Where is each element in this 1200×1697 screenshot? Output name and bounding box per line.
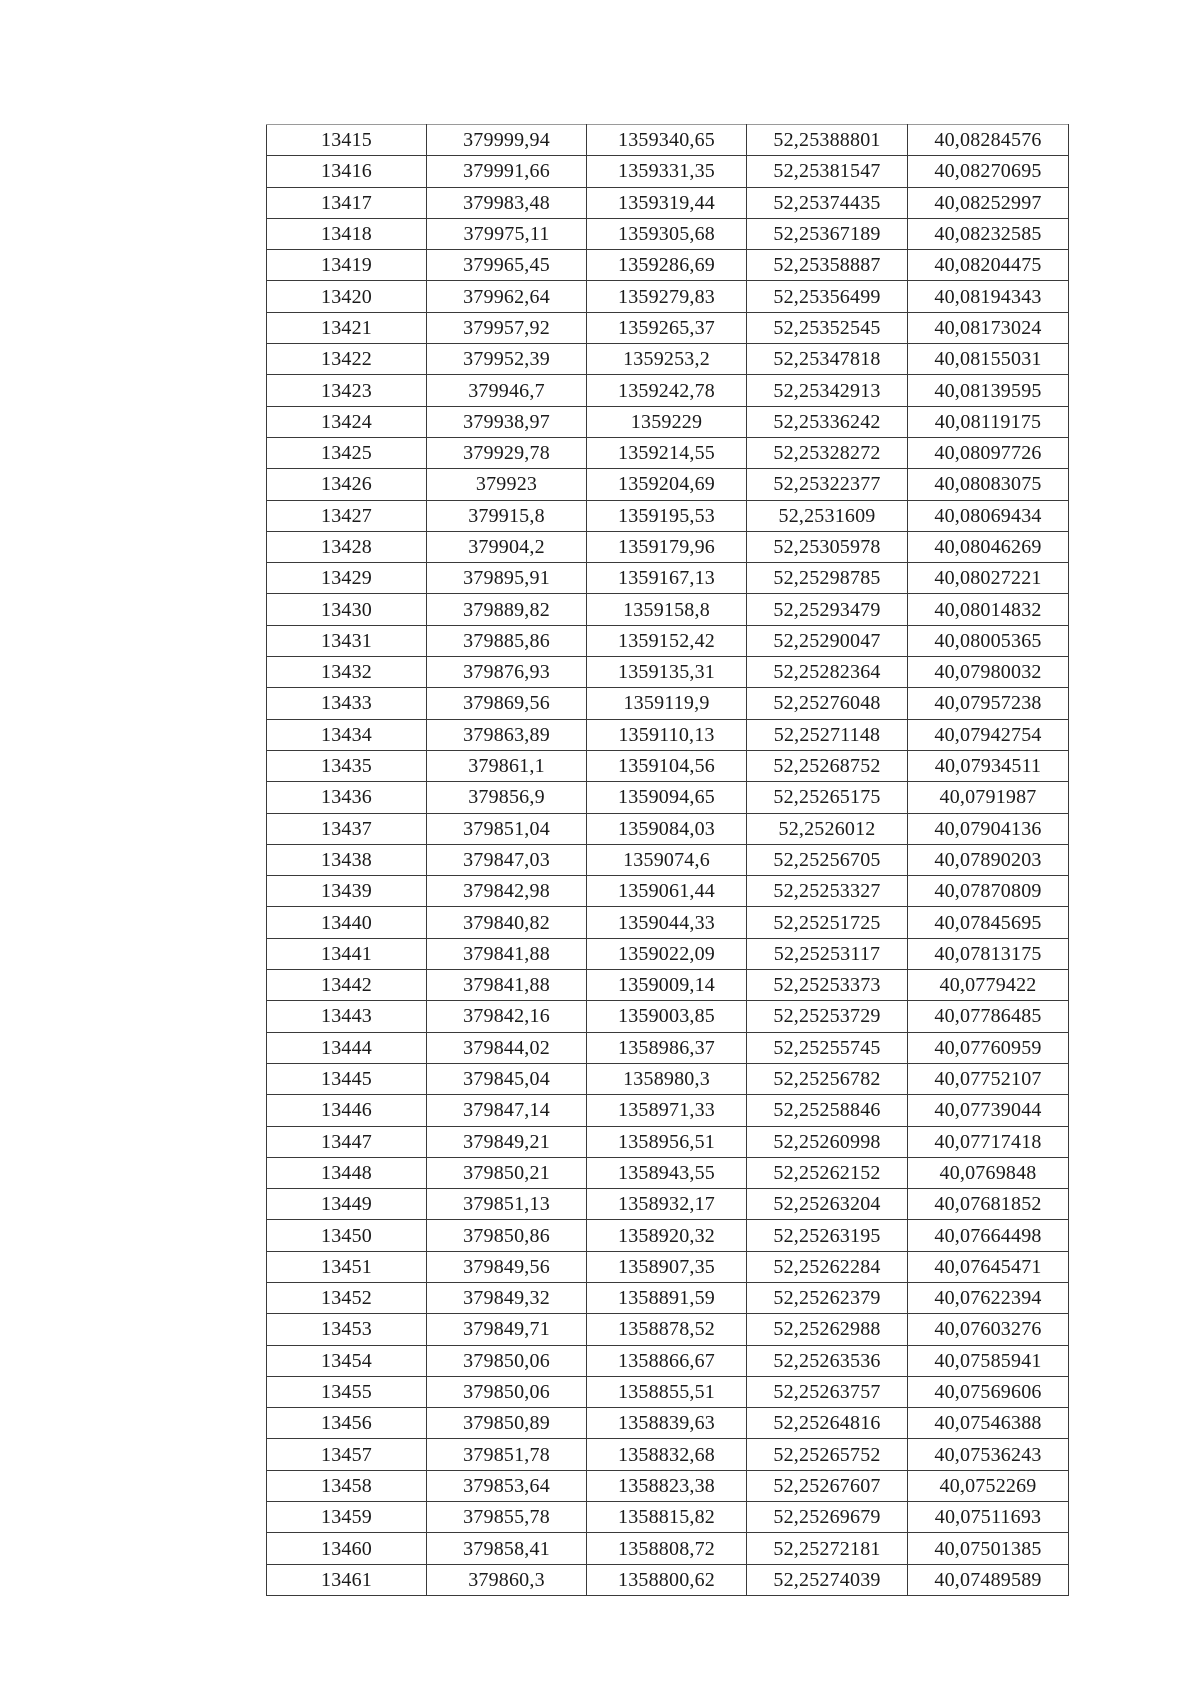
point-number-cell: 13433 (267, 688, 427, 719)
latitude-cell: 52,2531609 (747, 500, 908, 531)
latitude-cell: 52,25260998 (747, 1126, 908, 1157)
y-coordinate-cell: 1359265,37 (587, 312, 747, 343)
table-row (267, 1533, 1069, 1564)
table-row (267, 1126, 1069, 1157)
longitude-cell: 40,08083075 (908, 469, 1069, 500)
latitude-cell: 52,25263204 (747, 1189, 908, 1220)
longitude-cell: 40,07760959 (908, 1032, 1069, 1063)
point-number-cell: 13460 (267, 1533, 427, 1564)
x-coordinate-cell: 379850,86 (427, 1220, 587, 1251)
point-number-cell: 13425 (267, 437, 427, 468)
table-row (267, 907, 1069, 938)
y-coordinate-cell: 1359084,03 (587, 813, 747, 844)
y-coordinate-cell: 1359305,68 (587, 218, 747, 249)
latitude-cell: 52,25256705 (747, 844, 908, 875)
longitude-cell: 40,07511693 (908, 1502, 1069, 1533)
y-coordinate-cell: 1359286,69 (587, 250, 747, 281)
y-coordinate-cell: 1358808,72 (587, 1533, 747, 1564)
longitude-cell: 40,08232585 (908, 218, 1069, 249)
y-coordinate-cell: 1359179,96 (587, 531, 747, 562)
x-coordinate-cell: 379850,06 (427, 1345, 587, 1376)
x-coordinate-cell: 379863,89 (427, 719, 587, 750)
point-number-cell: 13426 (267, 469, 427, 500)
point-number-cell: 13449 (267, 1189, 427, 1220)
latitude-cell: 52,25263536 (747, 1345, 908, 1376)
point-number-cell: 13422 (267, 344, 427, 375)
longitude-cell: 40,0791987 (908, 782, 1069, 813)
latitude-cell: 52,25262284 (747, 1251, 908, 1282)
table-row (267, 844, 1069, 875)
y-coordinate-cell: 1358866,67 (587, 1345, 747, 1376)
x-coordinate-cell: 379847,14 (427, 1095, 587, 1126)
latitude-cell: 52,25290047 (747, 625, 908, 656)
x-coordinate-cell: 379962,64 (427, 281, 587, 312)
y-coordinate-cell: 1358891,59 (587, 1282, 747, 1313)
x-coordinate-cell: 379860,3 (427, 1564, 587, 1595)
y-coordinate-cell: 1358823,38 (587, 1470, 747, 1501)
table-row (267, 218, 1069, 249)
x-coordinate-cell: 379904,2 (427, 531, 587, 562)
y-coordinate-cell: 1358943,55 (587, 1157, 747, 1188)
y-coordinate-cell: 1359195,53 (587, 500, 747, 531)
point-number-cell: 13438 (267, 844, 427, 875)
y-coordinate-cell: 1358986,37 (587, 1032, 747, 1063)
x-coordinate-cell: 379842,98 (427, 876, 587, 907)
y-coordinate-cell: 1358832,68 (587, 1439, 747, 1470)
longitude-cell: 40,07645471 (908, 1251, 1069, 1282)
x-coordinate-cell: 379849,56 (427, 1251, 587, 1282)
x-coordinate-cell: 379885,86 (427, 625, 587, 656)
y-coordinate-cell: 1359094,65 (587, 782, 747, 813)
point-number-cell: 13435 (267, 750, 427, 781)
x-coordinate-cell: 379855,78 (427, 1502, 587, 1533)
latitude-cell: 52,25256782 (747, 1063, 908, 1094)
longitude-cell: 40,07536243 (908, 1439, 1069, 1470)
latitude-cell: 52,25267607 (747, 1470, 908, 1501)
table-row (267, 1439, 1069, 1470)
x-coordinate-cell: 379840,82 (427, 907, 587, 938)
longitude-cell: 40,08069434 (908, 500, 1069, 531)
y-coordinate-cell: 1359061,44 (587, 876, 747, 907)
x-coordinate-cell: 379849,21 (427, 1126, 587, 1157)
y-coordinate-cell: 1358956,51 (587, 1126, 747, 1157)
table-row (267, 1189, 1069, 1220)
table-row (267, 1345, 1069, 1376)
point-number-cell: 13453 (267, 1314, 427, 1345)
table-row (267, 312, 1069, 343)
table-row (267, 344, 1069, 375)
point-number-cell: 13455 (267, 1376, 427, 1407)
latitude-cell: 52,25322377 (747, 469, 908, 500)
x-coordinate-cell: 379999,94 (427, 125, 587, 156)
table-row (267, 281, 1069, 312)
point-number-cell: 13437 (267, 813, 427, 844)
longitude-cell: 40,08027221 (908, 563, 1069, 594)
x-coordinate-cell: 379946,7 (427, 375, 587, 406)
latitude-cell: 52,2526012 (747, 813, 908, 844)
longitude-cell: 40,0779422 (908, 970, 1069, 1001)
latitude-cell: 52,25358887 (747, 250, 908, 281)
latitude-cell: 52,25305978 (747, 531, 908, 562)
longitude-cell: 40,07870809 (908, 876, 1069, 907)
y-coordinate-cell: 1359253,2 (587, 344, 747, 375)
y-coordinate-cell: 1359340,65 (587, 125, 747, 156)
table-row (267, 375, 1069, 406)
point-number-cell: 13459 (267, 1502, 427, 1533)
x-coordinate-cell: 379983,48 (427, 187, 587, 218)
x-coordinate-cell: 379952,39 (427, 344, 587, 375)
x-coordinate-cell: 379849,71 (427, 1314, 587, 1345)
latitude-cell: 52,25269679 (747, 1502, 908, 1533)
x-coordinate-cell: 379850,89 (427, 1408, 587, 1439)
y-coordinate-cell: 1359022,09 (587, 938, 747, 969)
longitude-cell: 40,08252997 (908, 187, 1069, 218)
x-coordinate-cell: 379975,11 (427, 218, 587, 249)
longitude-cell: 40,07980032 (908, 657, 1069, 688)
table-row (267, 970, 1069, 1001)
longitude-cell: 40,07489589 (908, 1564, 1069, 1595)
latitude-cell: 52,25268752 (747, 750, 908, 781)
latitude-cell: 52,25251725 (747, 907, 908, 938)
x-coordinate-cell: 379851,13 (427, 1189, 587, 1220)
x-coordinate-cell: 379923 (427, 469, 587, 500)
latitude-cell: 52,25271148 (747, 719, 908, 750)
longitude-cell: 40,07664498 (908, 1220, 1069, 1251)
y-coordinate-cell: 1359152,42 (587, 625, 747, 656)
latitude-cell: 52,25253729 (747, 1001, 908, 1032)
longitude-cell: 40,07717418 (908, 1126, 1069, 1157)
x-coordinate-cell: 379895,91 (427, 563, 587, 594)
y-coordinate-cell: 1359167,13 (587, 563, 747, 594)
y-coordinate-cell: 1358878,52 (587, 1314, 747, 1345)
table-row (267, 1502, 1069, 1533)
longitude-cell: 40,07681852 (908, 1189, 1069, 1220)
longitude-cell: 40,08046269 (908, 531, 1069, 562)
table-row (267, 625, 1069, 656)
x-coordinate-cell: 379876,93 (427, 657, 587, 688)
table-row (267, 1470, 1069, 1501)
y-coordinate-cell: 1359204,69 (587, 469, 747, 500)
y-coordinate-cell: 1358980,3 (587, 1063, 747, 1094)
longitude-cell: 40,07890203 (908, 844, 1069, 875)
table-row (267, 1001, 1069, 1032)
longitude-cell: 40,07904136 (908, 813, 1069, 844)
longitude-cell: 40,07813175 (908, 938, 1069, 969)
table-row (267, 1095, 1069, 1126)
longitude-cell: 40,08119175 (908, 406, 1069, 437)
longitude-cell: 40,07942754 (908, 719, 1069, 750)
point-number-cell: 13442 (267, 970, 427, 1001)
point-number-cell: 13415 (267, 125, 427, 156)
point-number-cell: 13444 (267, 1032, 427, 1063)
latitude-cell: 52,25381547 (747, 156, 908, 187)
x-coordinate-cell: 379869,56 (427, 688, 587, 719)
point-number-cell: 13452 (267, 1282, 427, 1313)
x-coordinate-cell: 379858,41 (427, 1533, 587, 1564)
longitude-cell: 40,08014832 (908, 594, 1069, 625)
longitude-cell: 40,07845695 (908, 907, 1069, 938)
latitude-cell: 52,25265752 (747, 1439, 908, 1470)
y-coordinate-cell: 1359242,78 (587, 375, 747, 406)
point-number-cell: 13434 (267, 719, 427, 750)
y-coordinate-cell: 1358932,17 (587, 1189, 747, 1220)
point-number-cell: 13427 (267, 500, 427, 531)
longitude-cell: 40,07622394 (908, 1282, 1069, 1313)
longitude-cell: 40,08270695 (908, 156, 1069, 187)
latitude-cell: 52,25328272 (747, 437, 908, 468)
y-coordinate-cell: 1359074,6 (587, 844, 747, 875)
longitude-cell: 40,08155031 (908, 344, 1069, 375)
latitude-cell: 52,25253327 (747, 876, 908, 907)
table-row (267, 876, 1069, 907)
point-number-cell: 13428 (267, 531, 427, 562)
longitude-cell: 40,08005365 (908, 625, 1069, 656)
point-number-cell: 13420 (267, 281, 427, 312)
x-coordinate-cell: 379847,03 (427, 844, 587, 875)
x-coordinate-cell: 379889,82 (427, 594, 587, 625)
x-coordinate-cell: 379850,21 (427, 1157, 587, 1188)
longitude-cell: 40,07752107 (908, 1063, 1069, 1094)
y-coordinate-cell: 1359279,83 (587, 281, 747, 312)
point-number-cell: 13448 (267, 1157, 427, 1188)
point-number-cell: 13456 (267, 1408, 427, 1439)
latitude-cell: 52,25356499 (747, 281, 908, 312)
y-coordinate-cell: 1359009,14 (587, 970, 747, 1001)
point-number-cell: 13419 (267, 250, 427, 281)
point-number-cell: 13440 (267, 907, 427, 938)
point-number-cell: 13421 (267, 312, 427, 343)
point-number-cell: 13429 (267, 563, 427, 594)
table-row (267, 813, 1069, 844)
point-number-cell: 13432 (267, 657, 427, 688)
y-coordinate-cell: 1359331,35 (587, 156, 747, 187)
coordinates-table (266, 124, 1069, 1596)
y-coordinate-cell: 1359135,31 (587, 657, 747, 688)
longitude-cell: 40,08204475 (908, 250, 1069, 281)
y-coordinate-cell: 1359229 (587, 406, 747, 437)
y-coordinate-cell: 1358855,51 (587, 1376, 747, 1407)
latitude-cell: 52,25262988 (747, 1314, 908, 1345)
table-row (267, 750, 1069, 781)
x-coordinate-cell: 379850,06 (427, 1376, 587, 1407)
latitude-cell: 52,25293479 (747, 594, 908, 625)
latitude-cell: 52,25282364 (747, 657, 908, 688)
point-number-cell: 13423 (267, 375, 427, 406)
table-row (267, 1282, 1069, 1313)
point-number-cell: 13441 (267, 938, 427, 969)
table-row (267, 531, 1069, 562)
x-coordinate-cell: 379861,1 (427, 750, 587, 781)
longitude-cell: 40,08173024 (908, 312, 1069, 343)
table-row (267, 1408, 1069, 1439)
latitude-cell: 52,25388801 (747, 125, 908, 156)
latitude-cell: 52,25258846 (747, 1095, 908, 1126)
longitude-cell: 40,07603276 (908, 1314, 1069, 1345)
latitude-cell: 52,25264816 (747, 1408, 908, 1439)
longitude-cell: 40,08097726 (908, 437, 1069, 468)
longitude-cell: 40,07957238 (908, 688, 1069, 719)
y-coordinate-cell: 1358971,33 (587, 1095, 747, 1126)
y-coordinate-cell: 1359319,44 (587, 187, 747, 218)
latitude-cell: 52,25253373 (747, 970, 908, 1001)
point-number-cell: 13445 (267, 1063, 427, 1094)
table-row (267, 500, 1069, 531)
table-row (267, 1376, 1069, 1407)
y-coordinate-cell: 1358815,82 (587, 1502, 747, 1533)
table-row (267, 563, 1069, 594)
point-number-cell: 13431 (267, 625, 427, 656)
latitude-cell: 52,25263757 (747, 1376, 908, 1407)
table-row (267, 125, 1069, 156)
table-row (267, 469, 1069, 500)
x-coordinate-cell: 379851,78 (427, 1439, 587, 1470)
table-row (267, 719, 1069, 750)
x-coordinate-cell: 379842,16 (427, 1001, 587, 1032)
point-number-cell: 13436 (267, 782, 427, 813)
longitude-cell: 40,0752269 (908, 1470, 1069, 1501)
table-row (267, 1251, 1069, 1282)
table-row (267, 657, 1069, 688)
y-coordinate-cell: 1359104,56 (587, 750, 747, 781)
longitude-cell: 40,07585941 (908, 1345, 1069, 1376)
point-number-cell: 13457 (267, 1439, 427, 1470)
table-row (267, 1314, 1069, 1345)
longitude-cell: 40,07546388 (908, 1408, 1069, 1439)
latitude-cell: 52,25374435 (747, 187, 908, 218)
x-coordinate-cell: 379849,32 (427, 1282, 587, 1313)
y-coordinate-cell: 1359158,8 (587, 594, 747, 625)
x-coordinate-cell: 379938,97 (427, 406, 587, 437)
latitude-cell: 52,25342913 (747, 375, 908, 406)
longitude-cell: 40,07739044 (908, 1095, 1069, 1126)
table-row (267, 1032, 1069, 1063)
x-coordinate-cell: 379845,04 (427, 1063, 587, 1094)
x-coordinate-cell: 379957,92 (427, 312, 587, 343)
longitude-cell: 40,07501385 (908, 1533, 1069, 1564)
latitude-cell: 52,25262152 (747, 1157, 908, 1188)
longitude-cell: 40,07569606 (908, 1376, 1069, 1407)
point-number-cell: 13416 (267, 156, 427, 187)
y-coordinate-cell: 1358800,62 (587, 1564, 747, 1595)
table-row (267, 156, 1069, 187)
x-coordinate-cell: 379841,88 (427, 938, 587, 969)
latitude-cell: 52,25336242 (747, 406, 908, 437)
x-coordinate-cell: 379841,88 (427, 970, 587, 1001)
x-coordinate-cell: 379844,02 (427, 1032, 587, 1063)
latitude-cell: 52,25367189 (747, 218, 908, 249)
y-coordinate-cell: 1358920,32 (587, 1220, 747, 1251)
latitude-cell: 52,25352545 (747, 312, 908, 343)
latitude-cell: 52,25253117 (747, 938, 908, 969)
y-coordinate-cell: 1359003,85 (587, 1001, 747, 1032)
point-number-cell: 13454 (267, 1345, 427, 1376)
y-coordinate-cell: 1358907,35 (587, 1251, 747, 1282)
latitude-cell: 52,25274039 (747, 1564, 908, 1595)
point-number-cell: 13418 (267, 218, 427, 249)
point-number-cell: 13443 (267, 1001, 427, 1032)
x-coordinate-cell: 379915,8 (427, 500, 587, 531)
latitude-cell: 52,25255745 (747, 1032, 908, 1063)
x-coordinate-cell: 379965,45 (427, 250, 587, 281)
latitude-cell: 52,25263195 (747, 1220, 908, 1251)
point-number-cell: 13439 (267, 876, 427, 907)
table-row (267, 1063, 1069, 1094)
longitude-cell: 40,08139595 (908, 375, 1069, 406)
table-row (267, 1157, 1069, 1188)
latitude-cell: 52,25347818 (747, 344, 908, 375)
point-number-cell: 13417 (267, 187, 427, 218)
point-number-cell: 13446 (267, 1095, 427, 1126)
point-number-cell: 13447 (267, 1126, 427, 1157)
point-number-cell: 13424 (267, 406, 427, 437)
latitude-cell: 52,25298785 (747, 563, 908, 594)
x-coordinate-cell: 379853,64 (427, 1470, 587, 1501)
point-number-cell: 13450 (267, 1220, 427, 1251)
table-row (267, 594, 1069, 625)
longitude-cell: 40,08284576 (908, 125, 1069, 156)
y-coordinate-cell: 1359214,55 (587, 437, 747, 468)
x-coordinate-cell: 379991,66 (427, 156, 587, 187)
latitude-cell: 52,25262379 (747, 1282, 908, 1313)
point-number-cell: 13461 (267, 1564, 427, 1595)
longitude-cell: 40,07786485 (908, 1001, 1069, 1032)
table-row (267, 1564, 1069, 1595)
longitude-cell: 40,0769848 (908, 1157, 1069, 1188)
x-coordinate-cell: 379851,04 (427, 813, 587, 844)
coordinates-table-body (267, 125, 1069, 1596)
latitude-cell: 52,25272181 (747, 1533, 908, 1564)
longitude-cell: 40,07934511 (908, 750, 1069, 781)
table-row (267, 688, 1069, 719)
latitude-cell: 52,25265175 (747, 782, 908, 813)
x-coordinate-cell: 379929,78 (427, 437, 587, 468)
point-number-cell: 13430 (267, 594, 427, 625)
y-coordinate-cell: 1359110,13 (587, 719, 747, 750)
y-coordinate-cell: 1359119,9 (587, 688, 747, 719)
x-coordinate-cell: 379856,9 (427, 782, 587, 813)
table-row (267, 1220, 1069, 1251)
table-row (267, 437, 1069, 468)
table-row (267, 782, 1069, 813)
table-row (267, 406, 1069, 437)
y-coordinate-cell: 1359044,33 (587, 907, 747, 938)
latitude-cell: 52,25276048 (747, 688, 908, 719)
table-row (267, 187, 1069, 218)
table-row (267, 938, 1069, 969)
y-coordinate-cell: 1358839,63 (587, 1408, 747, 1439)
table-row (267, 250, 1069, 281)
point-number-cell: 13458 (267, 1470, 427, 1501)
longitude-cell: 40,08194343 (908, 281, 1069, 312)
point-number-cell: 13451 (267, 1251, 427, 1282)
